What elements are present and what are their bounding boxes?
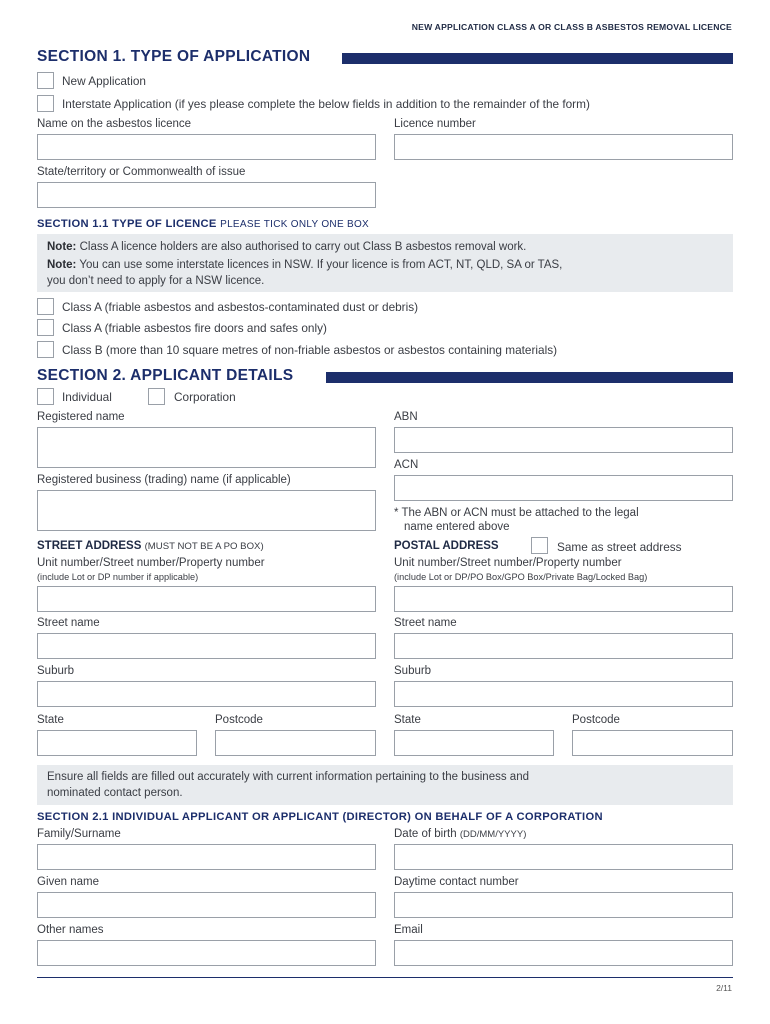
abn-label: ABN <box>394 411 418 423</box>
postal-unit-hint: (include Lot or DP/PO Box/GPO Box/Private Bag/Locked Bag) <box>394 572 648 582</box>
corporation-checkbox[interactable] <box>148 388 165 405</box>
postal-postcode-label: Postcode <box>572 714 620 726</box>
other-names-label: Other names <box>37 924 104 936</box>
postal-state-field[interactable] <box>394 730 554 756</box>
dob-label <box>394 828 526 840</box>
class-b-label: Class B (more than 10 square metres of non-friable asbestos or asbestos containing materials) <box>62 343 558 357</box>
trading-name-field[interactable] <box>37 490 376 531</box>
ensure-line-2: nominated contact person. <box>47 787 183 799</box>
note-2-text: You can use some interstate licences in NSW. If your licence is from ACT, NT, QLD, SA or TAS, <box>76 259 563 271</box>
state-of-issue-field[interactable] <box>37 182 376 208</box>
ensure-line-1: Ensure all fields are filled out accurately with current information pertaining to the business and <box>47 771 529 783</box>
street-unit-label: Unit number/Street number/Property number <box>37 557 265 569</box>
family-name-label: Family/Surname <box>37 828 121 840</box>
postal-unit-label: Unit number/Street number/Property number <box>394 557 622 569</box>
postal-address-heading: POSTAL ADDRESS <box>394 540 499 552</box>
note-2-bold: Note: <box>47 259 77 271</box>
state-of-issue-label: State/territory or Commonwealth of issue <box>37 166 246 178</box>
email-field[interactable] <box>394 940 733 966</box>
interstate-application-label: Interstate Application (if yes please complete the below fields in addition to the remainder of the form) <box>62 97 590 111</box>
street-state-label: State <box>37 714 64 726</box>
section-1-1-title: SECTION 1.1 TYPE OF LICENCE <box>37 218 217 230</box>
licence-number-field[interactable] <box>394 134 733 160</box>
postal-suburb-field[interactable] <box>394 681 733 707</box>
dob-format-hint: (DD/MM/YYYY) <box>459 829 527 840</box>
note-2-line2: you don’t need to apply for a NSW licence. <box>47 275 265 287</box>
abn-acn-note-line1: * The ABN or ACN must be attached to the legal <box>394 507 639 519</box>
individual-checkbox[interactable] <box>37 388 54 405</box>
same-as-street-checkbox[interactable] <box>531 537 548 554</box>
street-unit-field[interactable] <box>37 586 376 612</box>
licence-name-field[interactable] <box>37 134 376 160</box>
note-1-bold: Note: <box>47 241 77 253</box>
footer-divider <box>37 977 733 978</box>
postal-postcode-field[interactable] <box>572 730 733 756</box>
abn-field[interactable] <box>394 427 733 453</box>
section-2-rule <box>326 372 733 383</box>
note-2 <box>47 257 723 273</box>
section-1-1-instruction: PLEASE TICK ONLY ONE BOX <box>220 219 370 230</box>
section-1-heading: SECTION 1. TYPE OF APPLICATION <box>37 48 311 65</box>
registered-name-field[interactable] <box>37 427 376 468</box>
ensure-accuracy-box <box>37 765 733 805</box>
class-a-fire-doors-checkbox[interactable] <box>37 319 54 336</box>
class-a-friable-checkbox[interactable] <box>37 298 54 315</box>
street-address-heading <box>37 540 264 552</box>
individual-label: Individual <box>62 390 112 404</box>
postal-street-name-label: Street name <box>394 617 457 629</box>
trading-name-label: Registered business (trading) name (if applicable) <box>37 474 291 486</box>
email-label: Email <box>394 924 423 936</box>
daytime-contact-field[interactable] <box>394 892 733 918</box>
interstate-application-checkbox[interactable] <box>37 95 54 112</box>
new-application-checkbox[interactable] <box>37 72 54 89</box>
abn-acn-note-line2: name entered above <box>404 521 510 533</box>
class-a-fire-doors-label: Class A (friable asbestos fire doors and safes only) <box>62 321 327 335</box>
street-address-note: (MUST NOT BE A PO BOX) <box>144 541 264 552</box>
section-2-1-heading: SECTION 2.1 INDIVIDUAL APPLICANT OR APPLICANT (DIRECTOR) ON BEHALF OF A CORPORATION <box>37 811 603 823</box>
note-1 <box>47 239 723 255</box>
street-unit-hint: (include Lot or DP number if applicable) <box>37 572 199 582</box>
document-title: NEW APPLICATION CLASS A OR CLASS B ASBESTOS REMOVAL LICENCE <box>411 22 732 32</box>
street-state-field[interactable] <box>37 730 197 756</box>
licence-notes-box <box>37 234 733 292</box>
street-postcode-label: Postcode <box>215 714 263 726</box>
acn-label: ACN <box>394 459 419 471</box>
note-1-text: Class A licence holders are also authorised to carry out Class B asbestos removal work. <box>76 241 527 253</box>
registered-name-label: Registered name <box>37 411 125 423</box>
street-name-field[interactable] <box>37 633 376 659</box>
dob-label-text: Date of birth <box>394 828 457 840</box>
class-a-friable-label: Class A (friable asbestos and asbestos-contaminated dust or debris) <box>62 300 419 314</box>
corporation-label: Corporation <box>174 390 236 404</box>
street-suburb-label: Suburb <box>37 665 75 677</box>
street-suburb-field[interactable] <box>37 681 376 707</box>
licence-number-label: Licence number <box>394 118 476 130</box>
postal-street-name-field[interactable] <box>394 633 733 659</box>
postal-unit-field[interactable] <box>394 586 733 612</box>
dob-field[interactable] <box>394 844 733 870</box>
street-postcode-field[interactable] <box>215 730 376 756</box>
page-number: 2/11 <box>716 983 732 993</box>
street-name-label: Street name <box>37 617 100 629</box>
given-name-field[interactable] <box>37 892 376 918</box>
new-application-label: New Application <box>62 74 146 88</box>
section-2-heading: SECTION 2. APPLICANT DETAILS <box>37 367 294 384</box>
family-name-field[interactable] <box>37 844 376 870</box>
acn-field[interactable] <box>394 475 733 501</box>
licence-name-label: Name on the asbestos licence <box>37 118 192 130</box>
section-1-1-heading <box>37 218 369 230</box>
daytime-contact-label: Daytime contact number <box>394 876 519 888</box>
street-address-title: STREET ADDRESS <box>37 540 142 552</box>
same-as-street-label: Same as street address <box>557 540 682 554</box>
postal-suburb-label: Suburb <box>394 665 432 677</box>
given-name-label: Given name <box>37 876 100 888</box>
class-b-checkbox[interactable] <box>37 341 54 358</box>
section-1-rule <box>342 53 733 64</box>
other-names-field[interactable] <box>37 940 376 966</box>
postal-state-label: State <box>394 714 421 726</box>
